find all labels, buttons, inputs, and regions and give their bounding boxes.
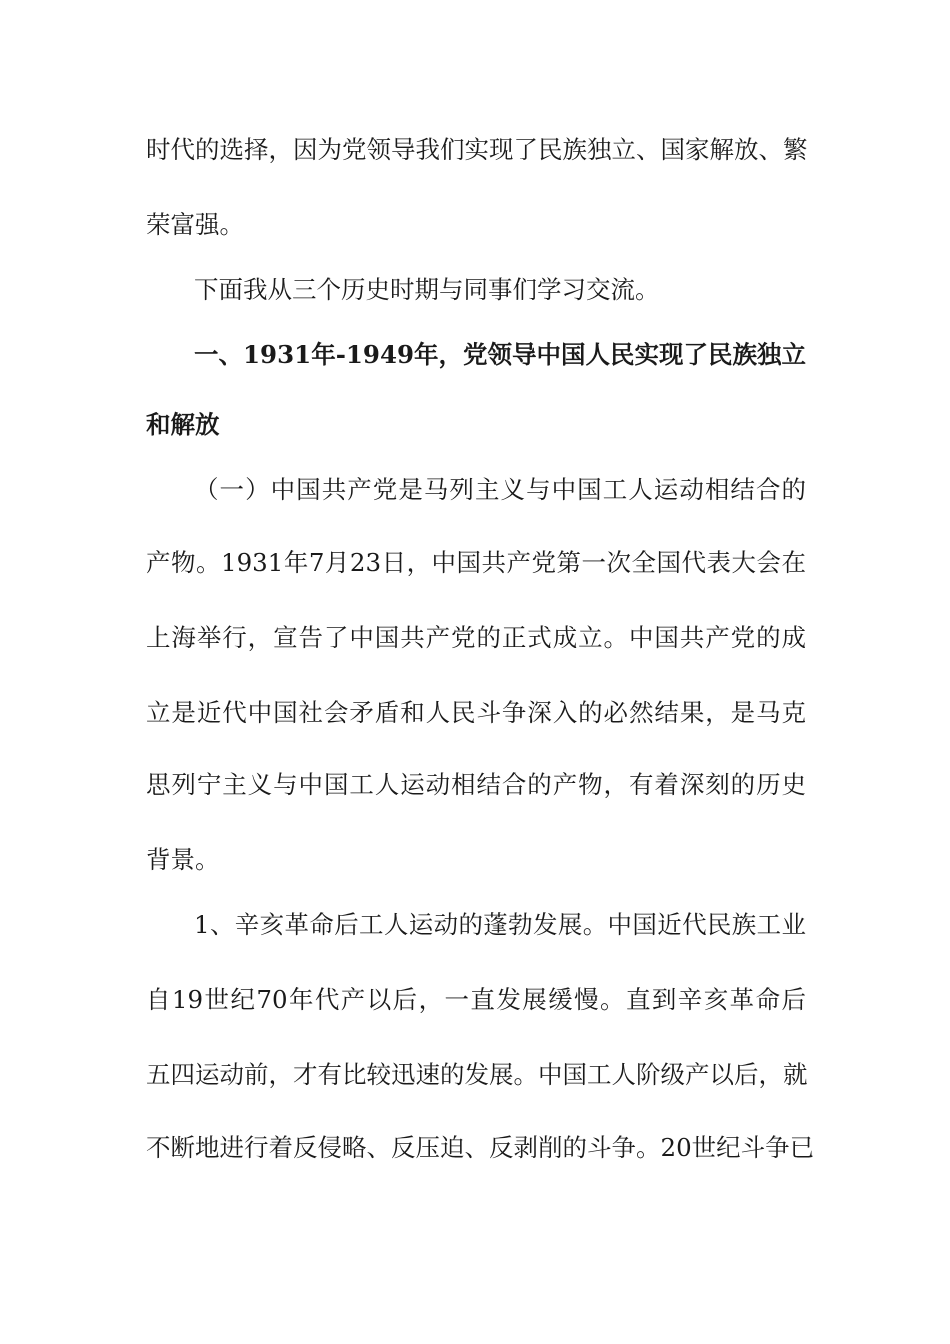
paragraph-line: 1、辛亥革命后工人运动的蓬勃发展。中国近代民族工业 <box>194 910 806 939</box>
paragraph-line: 五四运动前，才有比较迅速的发展。中国工人阶级产以后，就 <box>146 1060 808 1089</box>
paragraph-line: 不断地进行着反侵略、反压迫、反剥削的斗争。20世纪斗争已 <box>146 1133 815 1162</box>
paragraph-line: 荣富强。 <box>146 210 244 239</box>
paragraph-line: 背景。 <box>146 845 220 874</box>
paragraph-line: 时代的选择，因为党领导我们实现了民族独立、国家解放、繁 <box>146 135 808 164</box>
paragraph-line: 下面我从三个历史时期与同事们学习交流。 <box>194 275 660 304</box>
paragraph-line: （一）中国共产党是马列主义与中国工人运动相结合的 <box>194 475 806 504</box>
section-heading-line: 和解放 <box>146 410 220 439</box>
paragraph-line: 自19世纪70年代产以后，一直发展缓慢。直到辛亥革命后 <box>146 985 806 1014</box>
paragraph-line: 产物。1931年7月23日，中国共产党第一次全国代表大会在 <box>146 548 806 577</box>
paragraph-line: 上海举行，宣告了中国共产党的正式成立。中国共产党的成 <box>146 623 806 652</box>
section-heading-line: 一、1931年-1949年，党领导中国人民实现了民族独立 <box>194 340 807 369</box>
paragraph-line: 思列宁主义与中国工人运动相结合的产物，有着深刻的历史 <box>146 770 806 799</box>
paragraph-line: 立是近代中国社会矛盾和人民斗争深入的必然结果，是马克 <box>146 698 806 727</box>
